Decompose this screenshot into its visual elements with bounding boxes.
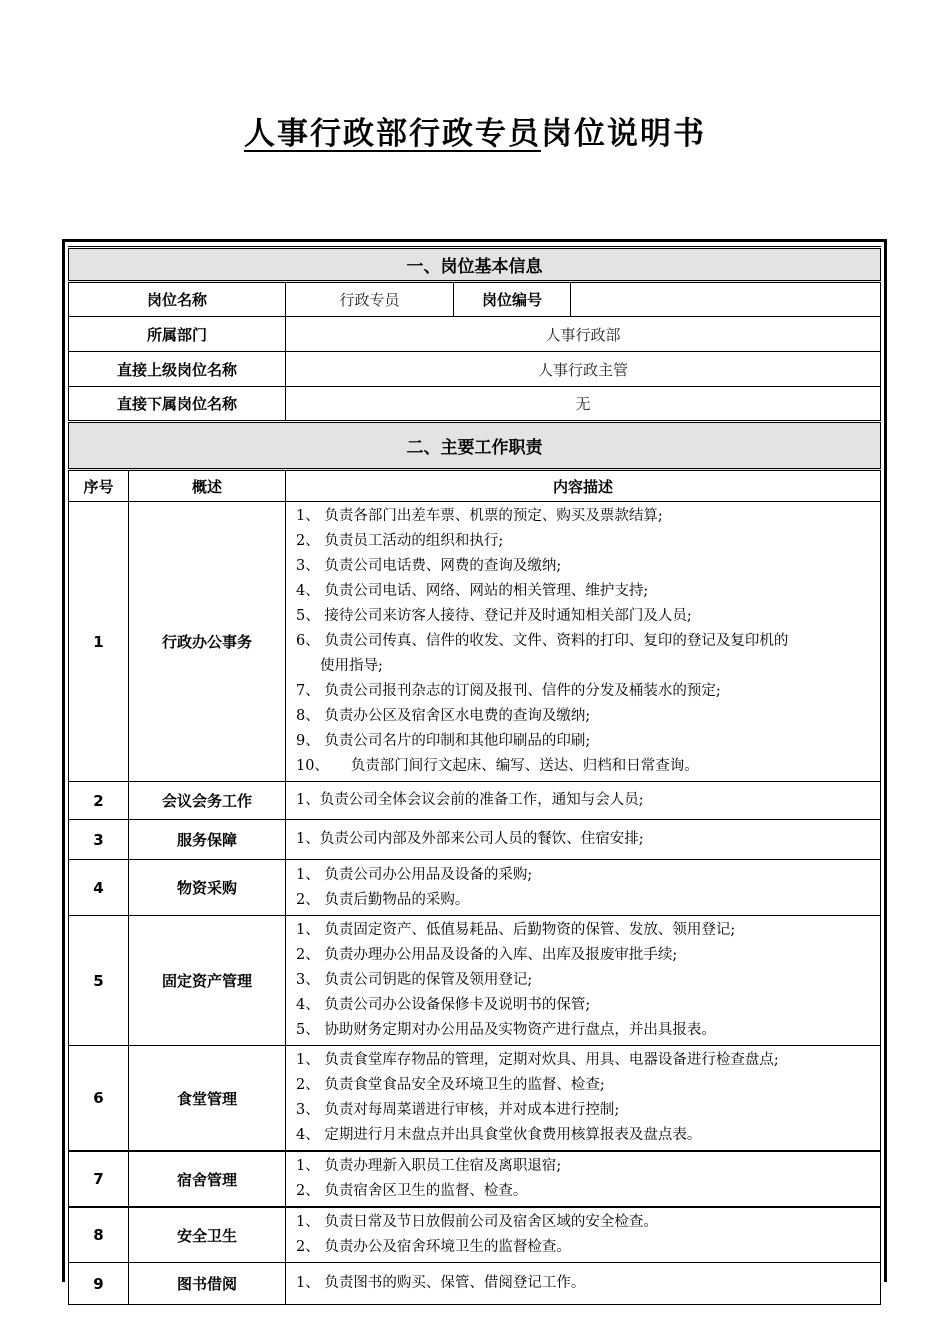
department-label: 所属部门 <box>69 317 286 352</box>
duty-line: 3、 负责公司钥匙的保管及领用登记; <box>296 972 533 988</box>
column-header-summary: 概述 <box>129 470 286 502</box>
duty-line: 1、负责公司内部及外部来公司人员的餐饮、住宿安排; <box>296 831 644 847</box>
duty-number: 4 <box>69 860 129 916</box>
duty-line: 1、 负责食堂库存物品的管理，定期对炊具、用具、电器设备进行检查盘点; <box>296 1052 779 1068</box>
duty-line: 1、 负责日常及节日放假前公司及宿舍区域的安全检查。 <box>296 1214 658 1230</box>
section1-header-row <box>69 248 881 282</box>
duty-row <box>69 916 881 1046</box>
duty-line: 1、 负责图书的购买、保管、借阅登记工作。 <box>296 1275 586 1291</box>
duties-column-header-row <box>69 470 881 502</box>
duty-row <box>69 860 881 916</box>
duty-line: 2、 负责后勤物品的采购。 <box>296 891 470 908</box>
section2-header-row <box>69 422 881 470</box>
position-name-row <box>69 282 881 317</box>
duty-line: 3、 负责公司电话费、网费的查询及缴纳; <box>296 558 562 574</box>
duty-line: 5、 接待公司来访客人接待、登记并及时通知相关部门及人员; <box>296 608 692 624</box>
duty-description <box>286 502 881 782</box>
duty-description <box>286 1046 881 1152</box>
duty-line: 4、 负责公司电话、网络、网站的相关管理、维护支持; <box>296 583 649 599</box>
department-row <box>69 317 881 352</box>
duty-description <box>286 1151 881 1207</box>
duty-number: 9 <box>69 1263 129 1305</box>
duty-row <box>69 820 881 860</box>
duty-description <box>286 916 881 1046</box>
duty-line: 4、 定期进行月末盘点并出具食堂伙食费用核算报表及盘点表。 <box>296 1127 702 1143</box>
duty-line: 3、 负责对每周菜谱进行审核，并对成本进行控制; <box>296 1102 620 1118</box>
duty-line: 8、 负责办公区及宿舍区水电费的查询及缴纳; <box>296 708 591 724</box>
duty-line: 4、 负责公司办公设备保修卡及说明书的保管; <box>296 997 591 1013</box>
document-title <box>0 108 950 153</box>
duty-line: 7、 负责公司报刊杂志的订阅及报刊、信件的分发及桶装水的预定; <box>296 683 721 699</box>
title-suffix: 岗位说明书 <box>541 116 706 152</box>
subordinate-row <box>69 387 881 422</box>
duty-line: 6、 负责公司传真、信件的收发、文件、资料的打印、复印的登记及复印机的 <box>296 633 789 649</box>
position-name-value: 行政专员 <box>286 282 454 317</box>
column-header-content: 内容描述 <box>286 470 881 502</box>
duty-line: 1、 负责公司办公用品及设备的采购; <box>296 866 533 883</box>
position-name-label: 岗位名称 <box>69 282 286 317</box>
title-position: 行政专员 <box>409 116 541 152</box>
duty-row <box>69 1207 881 1263</box>
section2-title: 二、主要工作职责 <box>69 422 881 470</box>
duty-line: 2、 负责办理办公用品及设备的入库、出库及报废审批手续; <box>296 947 678 963</box>
duty-description <box>286 1263 881 1305</box>
duty-description <box>286 782 881 820</box>
duty-summary: 宿舍管理 <box>129 1151 286 1207</box>
superior-value: 人事行政主管 <box>286 352 881 387</box>
duties-body <box>69 502 881 1305</box>
department-value: 人事行政部 <box>286 317 881 352</box>
duty-row <box>69 1151 881 1207</box>
duty-summary: 服务保障 <box>129 820 286 860</box>
duty-row <box>69 782 881 820</box>
position-code-label: 岗位编号 <box>454 282 571 317</box>
subordinate-label: 直接下属岗位名称 <box>69 387 286 422</box>
duty-number: 3 <box>69 820 129 860</box>
superior-row <box>69 352 881 387</box>
duty-line: 9、 负责公司名片的印制和其他印刷品的印刷; <box>296 733 591 749</box>
duty-number: 7 <box>69 1151 129 1207</box>
duty-line: 2、 负责宿舍区卫生的监督、检查。 <box>296 1183 528 1199</box>
duty-description <box>286 860 881 916</box>
title-department: 人事行政部 <box>244 116 409 152</box>
superior-label: 直接上级岗位名称 <box>69 352 286 387</box>
duty-row <box>69 1046 881 1152</box>
duty-row <box>69 502 881 782</box>
duty-summary: 食堂管理 <box>129 1046 286 1152</box>
duty-number: 8 <box>69 1207 129 1263</box>
duty-description <box>286 1207 881 1263</box>
duty-number: 1 <box>69 502 129 782</box>
position-code-value <box>571 282 881 317</box>
duty-line: 10、 负责部门间行文起床、编写、送达、归档和日常查询。 <box>296 758 699 774</box>
duty-number: 2 <box>69 782 129 820</box>
duty-line: 1、 负责各部门出差车票、机票的预定、购买及票款结算; <box>296 508 663 524</box>
duty-line: 2、 负责办公及宿舍环境卫生的监督检查。 <box>296 1239 571 1255</box>
duty-summary: 物资采购 <box>129 860 286 916</box>
duty-row <box>69 1263 881 1305</box>
duty-summary: 行政办公事务 <box>129 502 286 782</box>
duty-summary: 安全卫生 <box>129 1207 286 1263</box>
duty-summary: 固定资产管理 <box>129 916 286 1046</box>
duty-line: 2、 负责员工活动的组织和执行; <box>296 533 504 549</box>
duty-number: 5 <box>69 916 129 1046</box>
subordinate-value: 无 <box>286 387 881 422</box>
duty-line: 1、 负责办理新入职员工住宿及离职退宿; <box>296 1158 562 1174</box>
column-header-no: 序号 <box>69 470 129 502</box>
job-description-table <box>68 246 881 1305</box>
duty-line: 1、负责公司全体会议会前的准备工作，通知与会人员; <box>296 792 644 808</box>
duty-summary: 会议会务工作 <box>129 782 286 820</box>
duty-line: 2、 负责食堂食品安全及环境卫生的监督、检查; <box>296 1077 605 1093</box>
duty-summary: 图书借阅 <box>129 1263 286 1305</box>
section1-title: 一、岗位基本信息 <box>69 248 881 282</box>
duty-line: 5、 协助财务定期对办公用品及实物资产进行盘点，并出具报表。 <box>296 1022 716 1038</box>
duty-line: 1、 负责固定资产、低值易耗品、后勤物资的保管、发放、领用登记; <box>296 922 736 938</box>
duty-number: 6 <box>69 1046 129 1152</box>
duty-line: 使用指导; <box>320 658 383 674</box>
duty-description <box>286 820 881 860</box>
